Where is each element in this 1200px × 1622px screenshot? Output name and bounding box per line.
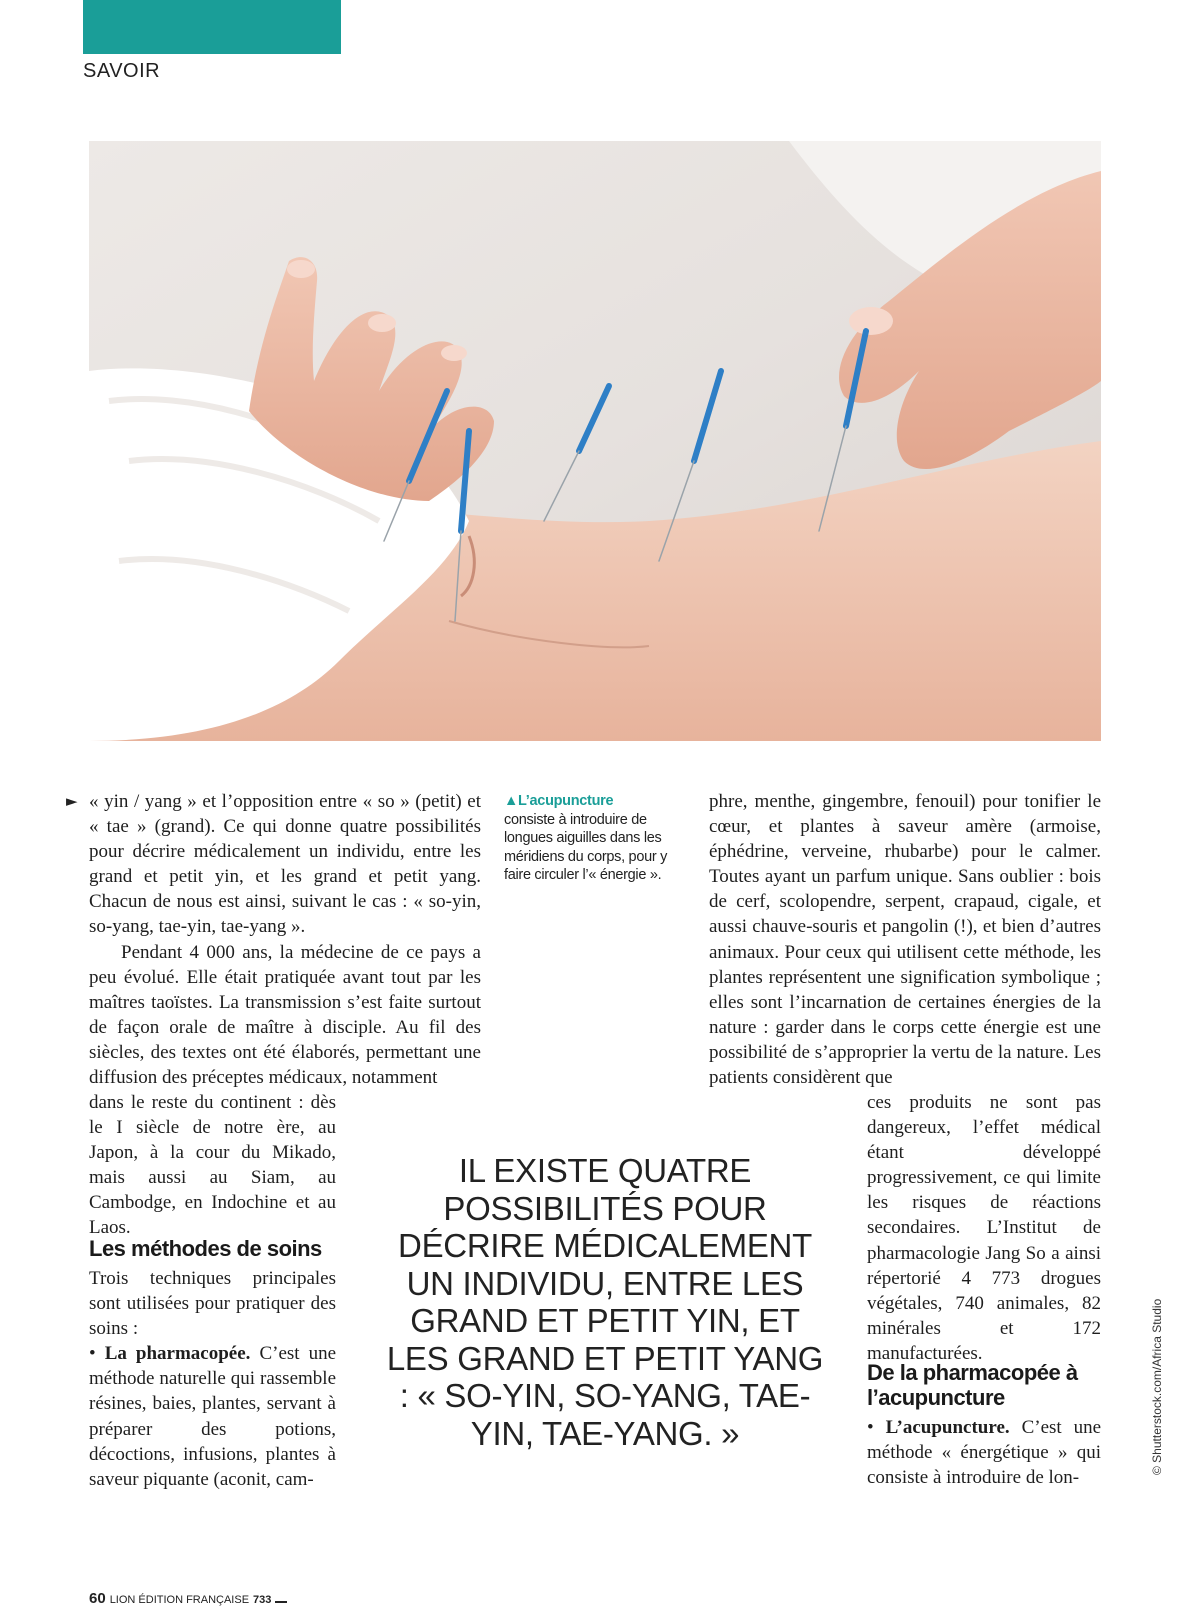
bullet-text: C’est une méthode naturelle qui rassemble résines, baies, plantes, servant à préparer des potions, décoctions, infusions, plantes à saveur piquante (aconit, cam-	[89, 1343, 337, 1490]
section-label: SAVOIR	[83, 60, 161, 82]
heading-pharmacopee-text: De la pharmacopée à l’acupuncture	[867, 1360, 1078, 1410]
bullet-term: L’acupuncture.	[885, 1417, 1010, 1438]
bullet-term: La pharmacopée.	[104, 1343, 251, 1365]
column-3-lower	[867, 1415, 1101, 1490]
column-1-narrow	[89, 1090, 336, 1241]
col1-paragraph-3: Trois techniques principales sont utilisées pour pratiquer des soins :	[89, 1268, 336, 1340]
col1-bullet-pharmacopee: • La pharmacopée. C’est une méthode naturelle qui rassemble résines, baies, plantes, servant à préparer des potions, décoctions, infusions, plantes à saveur piquante (aconit, cam-	[89, 1343, 337, 1490]
heading-pharmacopee	[867, 1360, 1101, 1410]
col3-paragraph-1: phre, menthe, gingembre, fenouil) pour tonifier le cœur, et plantes à saveur amère (armoise, éphédrine, verveine, rhubarbe) pour le calmer. Toutes ayant un parfum unique. Sans oublier : bois de cerf, scolopendre, serpent, crapaud, cigale, et aussi chauve-souris et pangolin (!), et bien d’autres animaux. Pour ceux qui utilisent cette méthode, les plantes représentent une signification symbolique ; elles sont l’incarnation de certaines énergies de la nature : garder dans le corps cette énergie est une possibilité de s’approprier la vertu de la nature. Les patients considèrent que	[709, 791, 1101, 1089]
acupuncture-photo	[89, 141, 1101, 741]
col1-paragraph-1: « yin / yang » et l’opposition entre « so » (petit) et « tae » (grand). Ce qui donne quatre possibilités pour décrire médicalement un individu, entre les grand et petit yin, et les grand et petit yang. Chacun de nous est ainsi, suivant le cas : « so-yin, so-yang, tae-yin, tae-yang ».	[89, 791, 481, 938]
page-footer	[89, 1590, 287, 1607]
photo-credit: © Shutterstock.com/Africa Studio	[1150, 1298, 1164, 1475]
continuation-arrow: ►	[66, 792, 78, 810]
bullet-text: C’est une méthode « énergétique » qui consiste à introduire de lon-	[867, 1417, 1102, 1489]
caption-title: ▲L’acupuncture	[504, 793, 614, 809]
photo-caption	[504, 792, 694, 885]
col3-bullet-acupuncture: • L’acupuncture. C’est une méthode « énergétique » qui consiste à introduire de lon-	[867, 1417, 1102, 1489]
pull-quote: IL EXISTE QUATRE POSSIBILITÉS POUR DÉCRIRE MÉDICALEMENT UN INDIVIDU, ENTRE LES GRAND ET PETIT YIN, ET LES GRAND ET PETIT YANG : « SO-YIN, SO-YANG, TAE-YIN, TAE-YANG. »	[386, 1152, 824, 1452]
column-3-narrow	[867, 1090, 1101, 1366]
heading-methods-text: Les méthodes de soins	[89, 1236, 322, 1261]
section-color-bar	[83, 0, 341, 54]
footer-rule	[275, 1601, 287, 1603]
magazine-name: LION ÉDITION FRANÇAISE	[109, 1594, 250, 1606]
issue-number: 733	[253, 1594, 272, 1606]
column-1-upper	[89, 789, 481, 1090]
caption-text: consiste à introduire de longues aiguilles dans les méridiens du corps, pour y faire circuler l’« énergie ».	[504, 811, 668, 883]
col1-paragraph-2-continued: dans le reste du continent : dès le I siècle de notre ère, au Japon, à la cour du Mikado, mais aussi au Siam, au Cambodge, en Indochine et au Laos.	[89, 1092, 336, 1239]
column-1-lower	[89, 1266, 336, 1492]
page-number: 60	[89, 1590, 106, 1607]
column-3-upper	[709, 789, 1101, 1090]
col1-paragraph-2: Pendant 4 000 ans, la médecine de ce pays a peu évolué. Elle était pratiquée avant tout par les maîtres taoïstes. La transmission s’est faite surtout de façon orale de maître à disciple. Au fil des siècles, des textes ont été élaborés, permettant une diffusion des préceptes médicaux, notamment	[89, 941, 481, 1089]
heading-methods	[89, 1236, 322, 1261]
col3-paragraph-1-continued: ces produits ne sont pas dangereux, l’effet médical étant développé progressivement, ce qui limite les risques de réactions secondaires. L’Institut de pharmacologie Jang So a ainsi répertorié 4 773 drogues végétales, 740 animales, 82 minérales et 172 manufacturées.	[867, 1092, 1101, 1364]
